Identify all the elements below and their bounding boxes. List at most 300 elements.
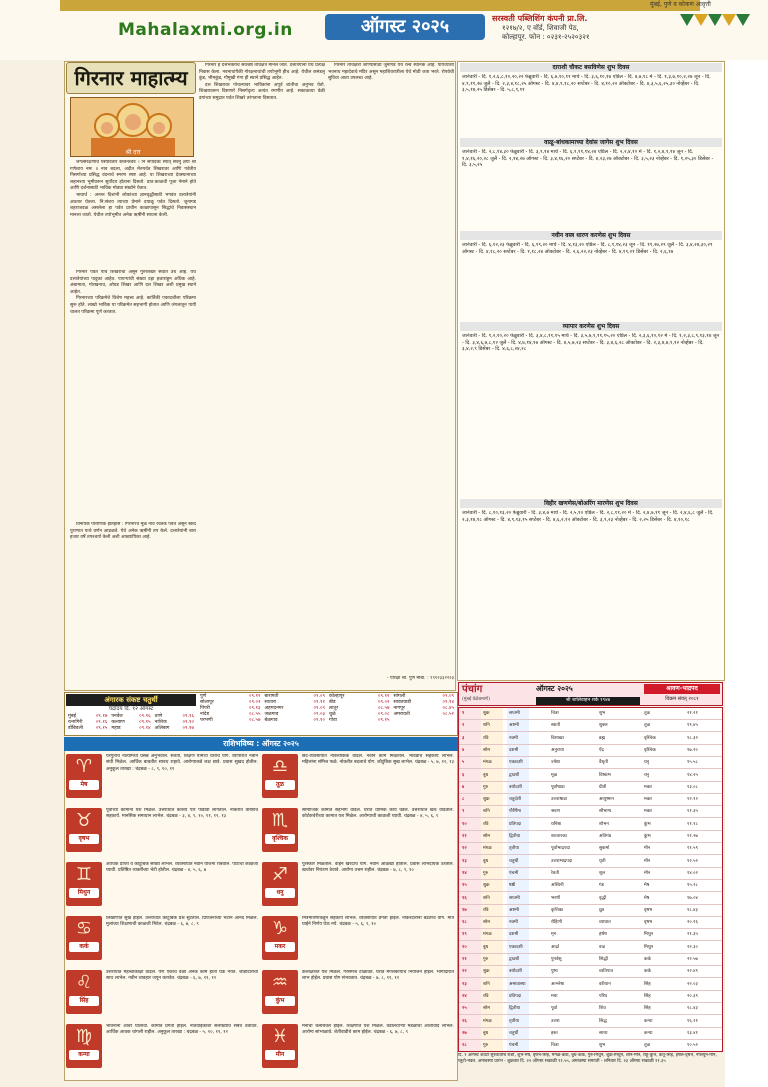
panchang-cell: मकर (644, 809, 652, 815)
panchang-cell: दशमी (509, 932, 519, 938)
panchang-cell: शिव (599, 1006, 606, 1012)
svg-text:श्री दत्त: श्री दत्त (125, 149, 141, 156)
panchang-cell: २१ (462, 957, 467, 962)
city-name: परभणी (200, 718, 213, 723)
rashi-icon (66, 970, 102, 1014)
panchang-row (459, 929, 723, 941)
city-name: कल्याण (111, 720, 125, 725)
muhurat-heading-5: विहीर खणणेस/बोअरिंग मारणेस शुभ दिवस (460, 499, 722, 508)
panchang-cell: २२ (462, 969, 467, 975)
city-name: ठाणे (154, 714, 163, 719)
panchang-shaka: श्री शालिवाहन शके १९४७ (536, 697, 640, 705)
panchang-cell: २२.०३ (687, 981, 698, 987)
moonrise-time: ०९.१० (182, 720, 194, 725)
panchang-cell: १५.५८ (687, 760, 698, 766)
panchang-row (459, 966, 723, 978)
panchang-cell: अष्टमी (509, 723, 519, 729)
panchang-cell: अश्विनी (551, 883, 564, 889)
panchang-cell: २२.४९ (687, 969, 698, 975)
panchang-cell: शनि (483, 723, 490, 729)
panchang-cell: वृश्चिक (644, 735, 656, 741)
rashi-icon (66, 862, 102, 906)
panchang-cell: सोम (483, 747, 490, 753)
article-text-2: गिरनार पर्वत पाच शिखरांचा असून गुरुशिखर सर्वात उंच आहे. येथे दत्तात्रेयांच्या पादुका आहेत. पायऱ्यांची संख्या दहा हजारांहून अधिक आहे. अंबामाता, गोरखनाथ, ओघड शिखर आणि दत्त शिखर अशी प्रमुख स्थाने आहेत. गिरनारच्या परिक्रमेचे विशेष महत्त्व आहे. कार्तिकी एकादशीला परिक्रमा सुरू होते. लाखो भाविक या परिक्रमेत सहभागी होतात आणि जंगलातून पायी चालत परिक्रमा पूर्ण करतात. (70, 270, 196, 315)
panchang-cell: २१.३५ (687, 932, 698, 938)
panchang-row (459, 794, 723, 806)
panchang-cell: एकादशी (509, 760, 523, 766)
panchang-cell: द्वितीया (509, 834, 521, 839)
panchang-cell: २१.२१ (687, 711, 698, 716)
panchang-cell: शोभन (599, 821, 609, 827)
panchang-cell: नवमी (509, 735, 518, 741)
panchang-cell: १६.२१ (687, 1018, 698, 1024)
panchang-cell: १९.४५ (687, 723, 698, 729)
panchang-cell: हर्षण (599, 932, 608, 938)
moonrise-time: ०८.५७ (248, 718, 261, 723)
panchang-cell: गंड (599, 883, 604, 889)
panchang-cell: पुष्य (551, 969, 558, 975)
rashi-icon (66, 808, 102, 852)
panchang-row (459, 733, 723, 745)
panchang-cell: सिद्धी (599, 957, 608, 962)
panchang-cell: १३.०८ (687, 784, 698, 790)
rashi-forecast: कलाक्षेत्रात यश मिळेल. गैरसमज टाळावेत. घरात मंगलकार्याचे नियोजन होईल. भागीदारीत लाभ होईल. प्रवास योग संभवतात. चंद्रबळ - ७, ८, ११, १२ (302, 970, 454, 982)
top-decorative-strip (60, 0, 700, 11)
publisher-address: १२१७/२, ए वॉर्ड, शिवाजी पेठ, (502, 24, 579, 32)
panchang-cell: आश्लेषा (551, 981, 565, 987)
panchang-cell: १०.५२ (687, 1043, 698, 1049)
panchang-cell: वृद्धी (599, 895, 607, 901)
panchang-cell: पंचमी (509, 870, 519, 876)
rashi-icon (262, 808, 298, 852)
article-text-5: गिरनार तीर्थक्षेत्री जाण्यासाठी जुनागड येथे रेल्वे स्थानक आहे. पायथ्याशी भवनाथ महादेवाचे मंदिर असून महाशिवरात्रीला येथे मोठी जत्रा भरते. रोपवेची सुविधा आता उपलब्ध आहे. (328, 63, 454, 82)
rashi-name: कर्क (69, 942, 99, 952)
city-name: पनवेल (111, 714, 123, 719)
panchang-cell: ८ (462, 797, 465, 803)
panchang-cell: श्रवण (551, 809, 560, 815)
panchang-cell: सिंह (644, 1006, 651, 1012)
city-name: धुळे (329, 712, 336, 717)
panchang-cell: १७ (462, 907, 467, 913)
panchang-row (459, 917, 723, 929)
rashi-forecast: पुरस्कार मिळतील. वाहन खरेदीचे योग. नवीन ओळखी होतील. प्रवास लाभदायक ठरतील. खर्चावर नियंत्रण ठेवावे. आरोग्य उत्तम राहील. चंद्रबळ - ७, ८, ९, १० (302, 862, 454, 874)
triangle-decoration (680, 14, 760, 48)
panchang-cell: पुनर्वसु (551, 957, 562, 962)
moonrise-time: ०९.१५ (139, 720, 151, 725)
rashi-forecast: छंद-व्यवसायात नावलौकिक वाढेल. नवीन कामे मिळतील. भावंडांचे सहकार्य लाभेल. महिलांना संमिश्र फळे. नोकरीत बदलाचे योग. कौटुंबिक सुख लाभेल. चंद्रबळ - ५, ७, १२, १३ (302, 754, 454, 766)
panchang-cell: मेष (644, 895, 650, 901)
panchang-cell: मूळ (551, 772, 558, 778)
right-margin (725, 60, 768, 1087)
panchang-cell: बुध (483, 858, 489, 864)
deity-image (70, 97, 194, 157)
rashi-name: कन्या (69, 1050, 99, 1060)
panchang-cell: सिंह (644, 993, 651, 999)
panchang-cell: व्याघात (599, 920, 611, 926)
panchang-cell: द्वितीया (509, 1006, 521, 1012)
panchang-cell: शुक्ल (599, 723, 608, 729)
panchang-cell: मीन (644, 858, 651, 864)
city-name: रत्नागिरी (68, 720, 83, 725)
article-text-3: विनायक पौराणिक इतिहास : गिरनारचे मूळ नाव रैवतक पर्वत असून स्कंद पुराणात याचे वर्णन आढळते. येथे अनेक ऋषींनी तप केले. दत्तात्रेयांनी बारा हजार वर्षे तपश्चर्या केली अशी आख्यायिका आहे. (70, 522, 196, 541)
panchang-cell: एकादशी (509, 944, 523, 950)
moonrise-time: ०९.०८ (377, 712, 390, 717)
panchang-cell: १३.४१ (687, 1030, 698, 1036)
panchang-cell: धनिष्ठा (551, 821, 562, 827)
city-name: महाड (111, 726, 121, 731)
panchang-row (459, 1040, 723, 1052)
panchang-cell: स्वाती (551, 723, 561, 729)
rashi-name: धनु (265, 888, 295, 898)
panchang-cell: तूळ (644, 723, 650, 729)
panchang-cell: त्रयोदशी (509, 969, 522, 975)
panchang-cell: ११ (462, 834, 467, 839)
panchang-cell: हस्त (551, 1030, 558, 1036)
city-name: बारामती (264, 694, 279, 699)
panchang-cell: सोम (483, 1006, 490, 1012)
panchang-cell: पूर्वाभाद्रपदा (551, 846, 571, 852)
article-signature: - परिक्षा श्री. पुणे मोबा. : ९९१२३३२२२३ (386, 676, 454, 681)
panchang-cell: गुरु (483, 784, 489, 790)
panchang-cell: १८.३२ (687, 735, 698, 741)
panchang-cell: शुक्र (483, 969, 490, 975)
panchang-row (459, 708, 723, 720)
moonrise-time: ०८.५७ (377, 706, 390, 711)
muhurat-body-3: जानेवारी - दि. ६,१२,२३ फेब्रुवारी - दि. ६,१९,२० मार्च - दि. ४,१३,२० एप्रिल - दि. ८,९,१४,२३ जून - दि. १९,२७,२९ जुलै - दि. ३,४,२४,३०,२९ ऑगस्ट - दि. ४,१८,२० सप्टेंबर - दि. १,१८,२४ ऑक्टोबर - दि. २,६,२२,२३ नोव्हेंबर - दि. ४,१९,२१ डिसेंबर - दि. २,६,१७ (462, 242, 713, 255)
rashi-icon (262, 916, 298, 960)
panchang-cell: शुभ (599, 711, 606, 716)
panchang-cell: १४.२५ (687, 772, 698, 778)
moonrise-time: ०९.०२ (248, 700, 261, 705)
panchang-cell: मंगळ (483, 846, 492, 852)
city-name: नाशिक (154, 720, 167, 725)
panchang-row (459, 856, 723, 868)
panchang-row (459, 880, 723, 892)
panchang-cell: १४.०२ (687, 870, 698, 876)
panchang-cell: मृग (551, 932, 557, 938)
zodiac-sign-icon: ♍ (75, 1026, 93, 1047)
panchang-cell: शूल (599, 870, 606, 876)
city-name: सातारा (264, 700, 277, 705)
panchang-row (459, 942, 723, 954)
panchang-cell: ४ (462, 747, 465, 753)
panchang-row (459, 991, 723, 1003)
sankashti-city-grid-2 (198, 694, 456, 724)
panchang-cell: सप्तमी (509, 711, 520, 716)
rashi-icon (66, 754, 102, 798)
site-logo-text[interactable]: Mahalaxmi.org.in (118, 20, 293, 40)
city-name: डोंबिवली (68, 726, 83, 731)
panchang-cell: सौभाग्य (599, 809, 612, 815)
city-name: अलिबाग (154, 726, 170, 731)
panchang-cell: रोहिणी (551, 920, 562, 926)
rashi-name: मिथुन (69, 888, 99, 898)
panchang-cell: दशमी (509, 747, 519, 753)
sankashti-city (263, 718, 328, 724)
panchang-cell: रेवती (551, 870, 560, 876)
panchang-cell: शुक्र (483, 797, 490, 803)
moonrise-time: ०८.५२ (442, 712, 454, 717)
panchang-cell: १६ (462, 895, 467, 901)
panchang-cell: द्वादशी (509, 957, 520, 962)
rashi-name: वृषभ (69, 834, 99, 844)
panchang-cell: धनु (644, 772, 650, 778)
city-name: बेळगाव (264, 718, 278, 723)
panchang-row (459, 831, 723, 843)
panchang-cell: विशाखा (551, 735, 564, 741)
panchang-cell: १५.२८ (687, 883, 698, 889)
panchang-cell: मीन (644, 846, 651, 852)
moonrise-time: ०९.११ (313, 700, 325, 705)
panchang-cell: सुकर्मा (599, 846, 610, 852)
moonrise-time: ०९.१६ (139, 714, 151, 719)
city-name: अमरावती (393, 712, 410, 717)
panchang-cell: उत्तराभाद्रपदा (551, 858, 573, 864)
muhurat-heading-1: दाराशी चौकट बसविणेस शुभ दिवस (460, 63, 722, 72)
panchang-cell: ज्येष्ठा (551, 760, 560, 766)
panchang-cell: मकर (644, 797, 652, 803)
zodiac-sign-icon: ♏ (271, 810, 289, 831)
month-title: ऑगस्ट २०२५ (325, 14, 485, 40)
panchang-cell: चित्रा (551, 1043, 559, 1049)
article-text-4: गिरनार हे दत्तभक्तांचे सर्वश्रेष्ठ तीर्थक्षेत्र मानले जाते. दत्तात्रेयांनी येथे प्रत्यक्ष निवास केला. नवनाथांपैकी गोरक्षनाथांची तपोभूमी हीच आहे. येथील कमंडलू कुंड, भीमकुंड, गौमुखी गंगा ही स्थाने प्रसिद्ध आहेत. दत्त शिखरावर पोचल्यावर भाविकांना अपूर्व शांतीचा अनुभव येतो. शिखरावरून दिसणारे निसर्गदृश्य अत्यंत रमणीय आहे. सकाळच्या वेळी ढगांच्या समुद्रात पर्वत शिखरे तरंगताना दिसतात. (199, 63, 325, 101)
panchang-cell: १२.५२ (687, 858, 698, 864)
panchang-cell: मिथुन (644, 932, 654, 938)
city-name: मुंबई (68, 714, 76, 719)
panchang-cell: शततारका (551, 834, 567, 839)
panchang-cell: कुंभ (644, 821, 651, 827)
panchang-cell: आयुष्मान (599, 797, 614, 803)
panchang-cell: १२ (462, 846, 467, 852)
zodiac-sign-icon: ♑ (271, 918, 289, 939)
panchang-cell: १८.४३ (687, 1006, 698, 1012)
panchang-cell: २०.३९ (687, 993, 698, 999)
rashi-name: कुंभ (265, 996, 295, 1006)
panchang-cell: २३ (462, 981, 467, 987)
panchang-cell: रवि (483, 821, 489, 827)
panchang-cell: कुंभ (644, 834, 651, 839)
panchang-cell: अनुराधा (551, 747, 564, 753)
city-name: कोल्हापूर (329, 694, 345, 699)
rashi-title: राशिभविष्य : ऑगस्ट २०२५ (186, 738, 336, 750)
panchang-cell: कर्क (644, 969, 651, 975)
city-name: लातूर (329, 706, 339, 711)
panchang-row (459, 757, 723, 769)
panchang-cell: १ (462, 711, 465, 716)
sankashti-city-grid-1 (66, 714, 196, 732)
panchang-cell: मंगळ (483, 932, 492, 938)
panchang-cell: पंचमी (509, 1043, 519, 1049)
moonrise-time: ०९.०९ (442, 694, 454, 699)
panchang-cell: सप्तमी (509, 895, 520, 901)
panchang-cell: रवि (483, 735, 489, 741)
panchang-cell: ११.२७ (687, 834, 698, 839)
panchang-row (459, 745, 723, 757)
panchang-cell: गुरु (483, 1043, 489, 1049)
sankashti-city (198, 718, 263, 724)
panchang-cell: अष्टमी (509, 907, 519, 913)
panchang-cell: ११.३५ (687, 809, 698, 815)
panchang-cell: ब्रह्म (599, 735, 606, 741)
panchang-row (459, 720, 723, 732)
panchang-cell: तूळ (644, 711, 650, 716)
rashi-forecast: उत्तरार्धात महत्त्वाकांक्षा वाढेल. पण एकाच वेळी अनेक कामे हाती घेऊ नयेत. जोडीदाराची साथ लाभेल. नवीन व्यवहार जपून करावेत. चंद्रबळ - ६, ७, ११, १२ (106, 970, 258, 982)
sankashti-city (392, 712, 457, 718)
edition-label: मुंबई, पुणे व कोकण आवृत्ती (650, 1, 711, 8)
panchang-cell: सोम (483, 920, 490, 926)
moonrise-time: ०९.१६ (95, 720, 108, 725)
panchang-cell: पौर्णिमा (509, 809, 521, 815)
panchang-cell: शनि (483, 981, 490, 987)
rashi-forecast: भावनांना आवर घालावा. कामात प्रगती होईल. नातेवाईकांशी सलोख्याचे संबंध ठेवावेत. आर्थिक आवक चांगली राहील. अनुकूल तारखा : चंद्रबळ - ५, १०, ११, १२ (106, 1024, 258, 1036)
sankashti-city (153, 726, 196, 732)
panchang-cell: वृषभ (644, 920, 653, 926)
rashi-icon (66, 1024, 102, 1068)
zodiac-sign-icon: ♎ (271, 756, 289, 777)
panchang-cell: रवि (483, 907, 489, 913)
panchang-cell: १७.०४ (687, 895, 698, 901)
rashi-forecast: सामाजिक कामात सहभाग वाढेल. घरात धार्मिक कार्य घडेल. उत्तरार्धात खर्च वाढतील. कोर्टकचेरीच्या कामात यश मिळेल. आरोग्याची काळजी घ्यावी. चंद्रबळ - ४, ५, ६, ९ (302, 808, 454, 820)
rashi-icon (262, 862, 298, 906)
zodiac-sign-icon: ♉ (75, 810, 93, 831)
rashi-name: सिंह (69, 996, 99, 1006)
rashi-name: मीन (265, 1050, 295, 1060)
panchang-row (459, 893, 723, 905)
moonrise-time: ०९.१२ (377, 694, 390, 699)
panchang-row (459, 806, 723, 818)
panchang-cell: शनि (483, 809, 490, 815)
publisher-block (492, 14, 677, 56)
zodiac-sign-icon: ♈ (75, 756, 93, 777)
panchang-cell: व्यतिपात (599, 969, 614, 975)
panchang-cell: द्वादशी (509, 772, 520, 778)
zodiac-sign-icon: ♒ (271, 972, 289, 993)
zodiac-sign-icon: ♐ (271, 864, 289, 885)
sankashti-city (66, 726, 109, 732)
moonrise-time: ०९.१६ (182, 714, 194, 719)
panchang-cell: मीन (644, 870, 651, 876)
panchang-cell: गुरु (483, 957, 489, 962)
zodiac-sign-icon: ♓ (271, 1026, 289, 1047)
rashi-name: मेष (69, 780, 99, 790)
panchang-cell: विष्कंभ (599, 772, 611, 778)
panchang-cell: वैधृती (599, 760, 608, 766)
panchang-cell: मिथुन (644, 944, 654, 950)
panchang-cell: मकर (644, 784, 652, 790)
panchang-cell: १७.२० (687, 747, 698, 753)
rashi-forecast: पूर्वीच्या कामांना यश मिळेल. उत्तरार्धात कर्तव्ये पार पाडावी लागतील. नोकरीत वरिष्ठांचे सहकार्य. मानसिक समाधान लाभेल. चंद्रबळ - ३, ४, ९, १०, ११, १२, १३ (106, 808, 258, 820)
panchang-cell: मंगळ (483, 760, 492, 766)
panchang-cell: मंगळ (483, 1018, 492, 1024)
panchang-cell: पूर्वा (551, 1006, 558, 1012)
city-name: नांदेड (200, 712, 210, 717)
moonrise-time: ०९.१२ (248, 694, 261, 699)
moonrise-time: ०९.०९ (313, 694, 325, 699)
panchang-location: (मुंबई वेळेप्रमाणे) (462, 697, 491, 702)
panchang-cell: १३ (462, 858, 467, 864)
panchang-cell: १८.४३ (687, 907, 698, 913)
muhurat-heading-2: वाळू-बांधकामाच्या देवांस जागेस शुभ दिवस (460, 138, 722, 147)
panchang-cell: ७ (462, 784, 465, 790)
rashi-icon (262, 754, 298, 798)
panchang-cell: तूळ (644, 1043, 650, 1049)
panchang-table (458, 707, 723, 1052)
rashi-name: मकर (265, 942, 295, 952)
rashi-icon (262, 1024, 298, 1068)
panchang-row (459, 843, 723, 855)
moonrise-time: ०९.१५ (377, 718, 390, 723)
muhurat-body-5: जानेवारी - दि. ८,१०,१३,२० फेब्रुवारी - दि. ३,४,७ मार्च - दि. २,५,१० एप्रिल - दि. २,८,११,२० मे - दि. २,४,७,११ जून - दि. २,४,६,८ जुलै - दि. २,३,१४,१८ ऑगस्ट - दि. ४,९,१३,१५ सप्टेंबर - दि. ४,६,२,१२ ऑक्टोबर - दि. ३,९,२३ नोव्हेंबर - दि. २,२५ डिसेंबर - दि. ४,१०,१८ (462, 510, 714, 523)
panchang-footer-note: दि. १ ऑगस्ट शेवटी सुरुवातीचे राशी, शुभ-मेष, वृषभ-सिंह, मंगळ-कर्क, बुध-कर्क, गुरु-मिथुन, शुक्र-मिथुन, शनि-मीन, राहू-कुंभ, केतू-सिंह, हर्षल-वृषभ, नेपच्यून-मीन, प्लुटो-मकर. अमावस्या प्रारंभ - शुक्रवार दि. २२ ऑगस्ट सकाळी ११.५५, अमावस्या समाप्ती - शनिवार दि. २३ ऑगस्ट सकाळी ११.३५ (458, 1053, 717, 1064)
panchang-cell: षष्ठी (509, 883, 516, 889)
moonrise-time: ०९.१३ (248, 706, 261, 711)
panchang-cell: २७ (462, 1030, 467, 1036)
panchang-cell: १० (462, 821, 467, 827)
panchang-cell: प्रतिपदा (509, 821, 522, 827)
rashi-icon (66, 916, 102, 960)
muhurat-heading-3: नवीन वस्त्र धारण करणेस शुभ दिवस (460, 231, 722, 240)
panchang-cell: १९ (462, 932, 467, 938)
panchang-row (459, 770, 723, 782)
panchang-row (459, 905, 723, 917)
panchang-cell: गुरु (483, 870, 489, 876)
zodiac-sign-icon: ♊ (75, 864, 93, 885)
panchang-row (459, 868, 723, 880)
panchang-row (459, 1028, 723, 1040)
panchang-cell: वरीयान (599, 981, 611, 987)
panchang-cell: २०.१६ (687, 920, 698, 926)
panchang-row (459, 954, 723, 966)
article-title: गिरनार माहात्म्य (66, 62, 196, 94)
city-name: सोलापूर (200, 700, 214, 705)
moonrise-time: ०९.१४ (139, 726, 151, 731)
panchang-cell: मेष (644, 883, 650, 889)
moonrise-time: ०९.१७ (182, 726, 194, 731)
panchang-cell: चित्रा (551, 711, 559, 716)
panchang-row (459, 1003, 723, 1015)
panchang-cell: शुभ (599, 1043, 606, 1049)
city-name: अहमदनगर (264, 706, 284, 711)
panchang-cell: ६ (462, 772, 465, 778)
panchang-cell: नवमी (509, 920, 518, 926)
moonrise-time: ०९.१४ (442, 700, 454, 705)
panchang-cell: २८ (462, 1043, 467, 1049)
article-text-1: जगत्संरक्षणार्थं यस्यावतार स्तवनेश्वरः । नि संपादकः स्यात् सर्वनु ज्ञया श्री गणेशाय नमः ॥ नाव बदला, अदीत मेरुपर्वत शिखरावर आणि पर्वतीय निसर्गाच्या प्रसिद्ध वंदनाचे स्मरण स्पष्ट आहे. या शिखराच्या देवस्थानाच्या लहानश्या भूमीवरून सूर्योदय होताना दिसतो. प्रात:काळची पूजा नेमाने होते आणि दर्शनासाठी भाविक मोठ्या संख्येने येतात. भावार्थ : अनन्त दिशांनी लोकांच्या ज्ञानवृद्धीसाठी भगवंत दत्तात्रेयांनी अवतार घेतला. नि:संशय त्याच्या प्रेमाने दयाळू पर्वत दिसतो. जुनागड शहराजवळ असलेला हा पर्वत प्राचीन काळापासून सिद्धांचे निवासस्थान मानला जातो. येथील तपोभूमीत अनेक ऋषींनी साधना केली. (70, 160, 196, 218)
panchang-vikram-samvat: विक्रम संवत् २०८१ (665, 696, 699, 702)
rashi-name: वृश्चिक (265, 834, 295, 844)
panchang-cell: १५ (462, 883, 467, 889)
panchang-cell: बुध (483, 944, 489, 950)
moonrise-time: ०८.४५ (442, 706, 454, 711)
rashi-name: तूळ (265, 780, 295, 790)
rashi-forecast: आर्थिक प्राप्ती व कौटुंबिक सौख्य लाभेल. व्यवसायात नवीन योजना राबवाल. पोटाची काळजी घ्यावी. प्रतिष्ठित व्यक्तींच्या भेटी होतील. चंद्रबळ - ४, ५, ६, ७ (106, 862, 258, 874)
panchang-row (459, 1016, 723, 1028)
panchang-cell: शनि (483, 895, 490, 901)
panchang-hindu-months: श्रावण-भाद्रपद (644, 684, 720, 694)
panchang-cell: आर्द्रा (551, 944, 560, 950)
rashi-forecast: मनाची चलबिचल होईल. शिक्षणात यश मिळेल. वडीलधाऱ्या मंडळींचा आशीर्वाद लाभेल. आरोग्य सांभाळावे. शेतीवाडीचे काम होईल. चंद्रबळ - ६, ७, ८, ९ (302, 1024, 454, 1036)
panchang-cell: मघा (551, 993, 558, 999)
panchang-cell: चतुर्थी (509, 1030, 519, 1036)
moonrise-time: ०९.१५ (95, 726, 108, 731)
panchang-cell: शुक्र (483, 711, 490, 716)
rashi-icon (262, 970, 298, 1014)
rashi-forecast: घरगुतीचे नात्यामध्ये प्रसन्न अनुभवाल. संतती, शिक्षण यामध्ये यशाचे योग. व्यापारात नवीन संधी मिळेल. आर्थिक बाबतीत सावध राहावे. आरोग्याकडे लक्ष द्यावे. प्रवास सुखद होतील. अनुकूल तारखा : चंद्रबळ - ८, ९, १०, ११ (106, 754, 258, 772)
rashi-forecast: लिखाणात सुख होईल. उत्तरार्धात कौटुंबिक प्रश्न सुटतील. प्रियजनांच्या भेटीने आनंद मिळेल. मुलांच्या शिक्षणाची काळजी मिटेल. चंद्रबळ - ६, ७, ८, ९ (106, 916, 258, 928)
city-name: गोवा (329, 718, 337, 723)
panchang-cell: साध्य (599, 1030, 608, 1036)
panchang-cell: त्रयोदशी (509, 784, 522, 790)
